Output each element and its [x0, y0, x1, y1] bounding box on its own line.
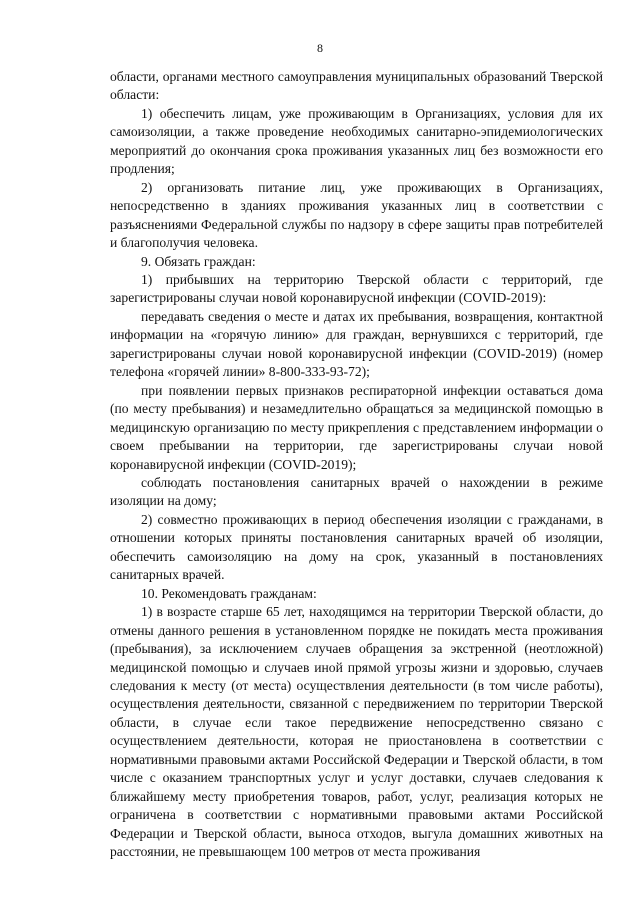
paragraph: 2) совместно проживающих в период обеспечения изоляции с гражданами, в отношении которых приняты постановления санитарных врачей об изоляции, обеспечить самоизоляцию на дому на срок, указанный в постановлениях санитарных врачей. [110, 511, 603, 583]
document-body [110, 68, 603, 861]
paragraph: 1) прибывших на территорию Тверской области с территорий, где зарегистрированы случаи новой коронавирусной инфекции (COVID-2019): [110, 271, 603, 306]
paragraph: соблюдать постановления санитарных врачей о нахождении в режиме изоляции на дому; [110, 474, 603, 509]
section-heading: 10. Рекомендовать гражданам: [141, 585, 317, 601]
paragraph: 1) в возрасте старше 65 лет, находящимся на территории Тверской области, до отмены данного решения в установленном порядке не покидать места проживания (пребывания), за исключением случаев обращения за экстренной (неотложной) медицинской помощью и случаев иной прямой угрозы жизни и здоровью, случаев следования к месту (от места) осуществления деятельности (в том числе работы), осуществления деятельности, связанной с передвижением по территории Тверской области, в случае если такое передвижение непосредственно связано с осуществлением деятельности, которая не приостановлена в соответствии с нормативными правовыми актами Российской Федерации и Тверской области, в том числе с оказанием транспортных услуг и услуг доставки, случаев следования к ближайшему месту приобретения товаров, работ, услуг, реализация которых не ограничена в соответствии с нормативными правовыми актами Российской Федерации и Тверской области, выноса отходов, выгула домашних животных на расстоянии, не превышающем 100 метров от места проживания [110, 604, 603, 860]
paragraph: 2) организовать питание лиц, уже проживающих в Организациях, непосредственно в зданиях проживания указанных лиц в соответствии с разъяснениями Федеральной службы по надзору в сфере защиты прав потребителей и благополучия человека. [110, 179, 603, 251]
paragraph: при появлении первых признаков респираторной инфекции оставаться дома (по месту пребывания) и незамедлительно обращаться за медицинской помощью в медицинскую организацию по месту прикрепления с представлением информации о своем пребывании на территории, где зарегистрированы случаи новой коронавирусной инфекции (COVID-2019); [110, 382, 603, 472]
page-number: 8 [317, 41, 323, 55]
section-heading: 9. Обязать граждан: [141, 253, 256, 269]
paragraph: 1) обеспечить лицам, уже проживающим в Организациях, условия для их самоизоляции, а также проведение необходимых санитарно-эпидемиологических мероприятий до окончания срока проживания указанных лиц без возможности его продления; [110, 105, 603, 177]
paragraph: области, органами местного самоуправления муниципальных образований Тверской области: [110, 69, 603, 103]
paragraph: передавать сведения о месте и датах их пребывания, возвращения, контактной информации на «горячую линию» для граждан, вернувшихся с территорий, где зарегистрированы случаи новой коронавирусной инфекции (COVID-2019) (номер телефона «горячей линии» 8-800-333-93-72); [110, 308, 603, 380]
